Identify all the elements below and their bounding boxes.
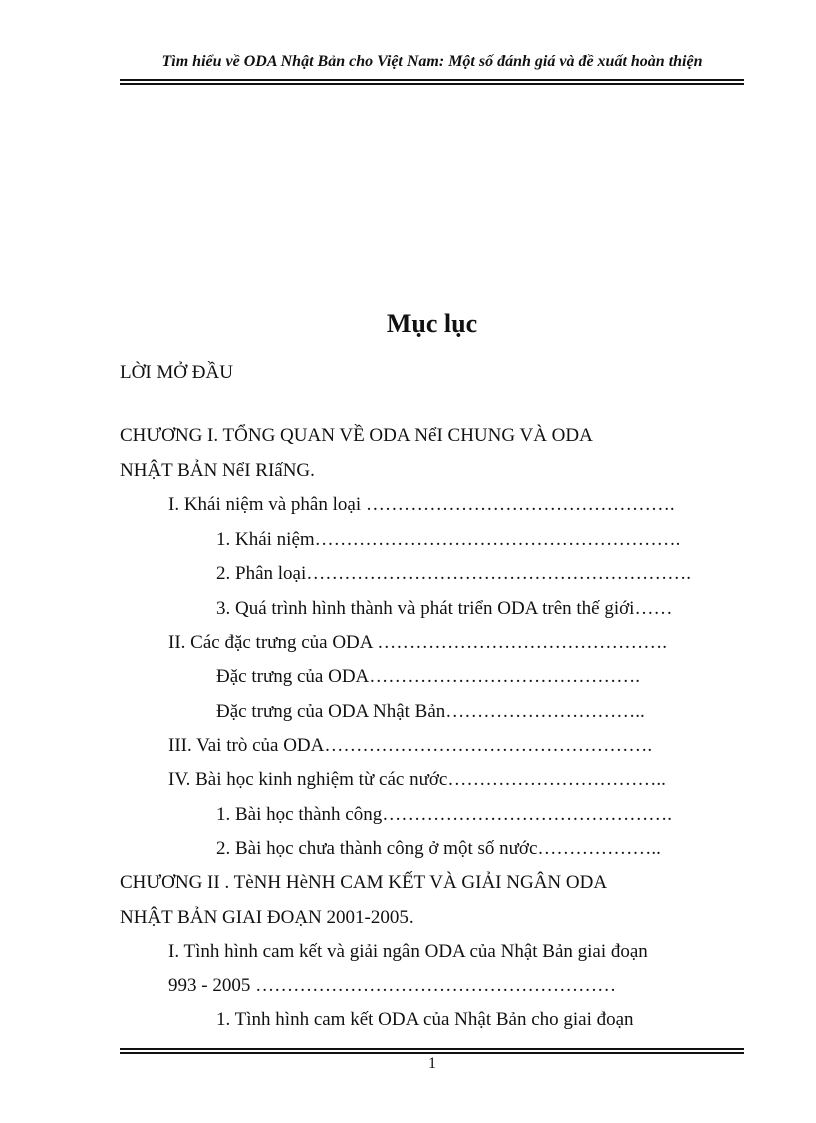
toc-entry-chapter-2: CHƯƠNG II . TèNH HèNH CAM KẾT VÀ GIẢI NGÂN ODA xyxy=(120,872,608,893)
toc-entry-chapter-1-cont: NHẬT BẢN NểI RIấNG. xyxy=(120,460,315,481)
toc-entry-section: II. Các đặc trưng của ODA ………………………………………. xyxy=(168,632,667,653)
toc-entry-section: I. Tình hình cam kết và giải ngân ODA của Nhật Bản giai đoạn xyxy=(168,941,648,962)
toc-entry-subsection: 2. Bài học chưa thành công ở một số nước……………….. xyxy=(216,838,661,859)
toc-title: Mục lục xyxy=(386,309,478,338)
toc-entry-subsection: 3. Quá trình hình thành và phát triển ODA trên thế giới…… xyxy=(216,598,673,619)
running-header: Tìm hiểu về ODA Nhật Bản cho Việt Nam: Một số đánh giá và đề xuất hoàn thiện xyxy=(161,53,703,70)
header-rule xyxy=(120,79,744,85)
page-number: 1 xyxy=(428,1055,436,1072)
toc-entry-chapter-2-cont: NHẬT BẢN GIAI ĐOẠN 2001-2005. xyxy=(120,907,414,928)
toc-entry-subsection: 1. Tình hình cam kết ODA của Nhật Bản cho giai đoạn xyxy=(216,1009,634,1030)
toc-entry-intro: LỜI MỞ ĐẦU xyxy=(120,362,233,383)
toc-entry-chapter-1: CHƯƠNG I. TỔNG QUAN VỀ ODA NểI CHUNG VÀ ODA xyxy=(120,425,593,446)
toc-entry-section-cont: 993 - 2005 ………………………………………………… xyxy=(168,975,617,996)
toc-entry-subsection: Đặc trưng của ODA Nhật Bản………………………….. xyxy=(216,701,645,722)
toc-entry-section: III. Vai trò của ODA……………………………………………. xyxy=(168,735,653,756)
toc-entry-section: I. Khái niệm và phân loại …………………………………………. xyxy=(168,494,675,515)
toc-entry-subsection: 1. Khái niệm…………………………………………………. xyxy=(216,529,681,550)
toc-entry-subsection: Đặc trưng của ODA……………………………………. xyxy=(216,666,641,687)
toc-entry-subsection: 2. Phân loại……………………………………………………. xyxy=(216,563,691,584)
toc-entry-subsection: 1. Bài học thành công………………………………………. xyxy=(216,804,672,825)
toc-entry-section: IV. Bài học kinh nghiệm từ các nước…………………………….. xyxy=(168,769,666,790)
